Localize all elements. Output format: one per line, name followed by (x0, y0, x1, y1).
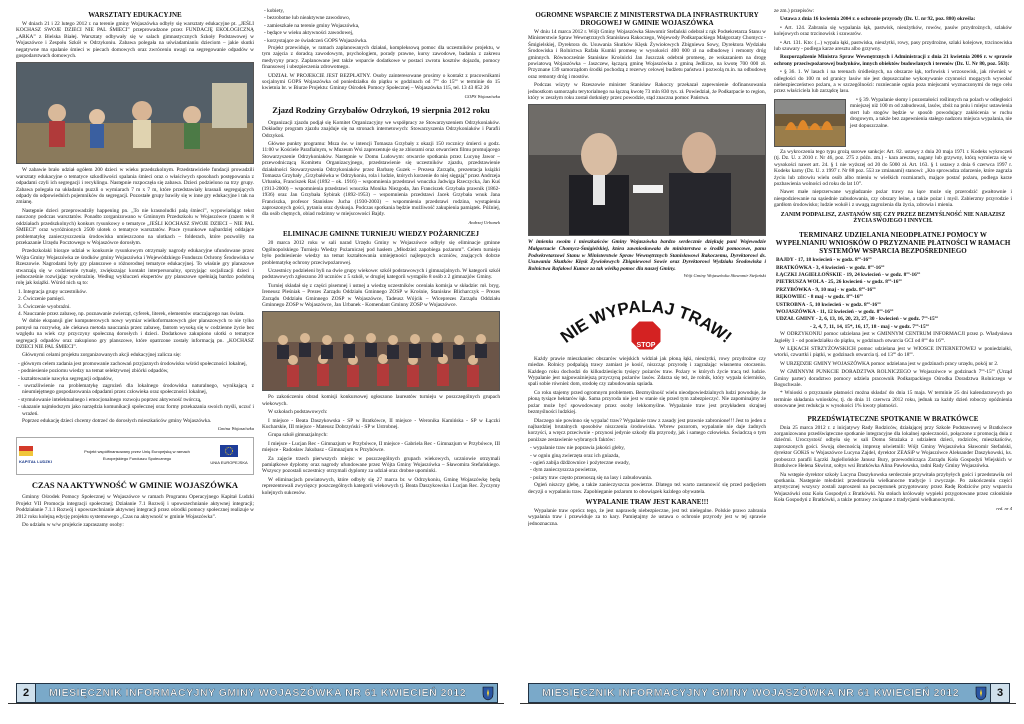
workshops-list-item: 4. Nauczanie przez zabawę, np. poznawanie zwierząt, cyferek, literek, elementów otaczającego nas świata. (18, 310, 245, 317)
burning-fact-item: - ogień zabija dżdżownice i pożyteczne owady, (530, 459, 630, 466)
article-heading-subsidy-schedule: TERMINARZ UDZIELANIA NIEODPŁATNEJ POMOCY W WYPEŁNIANIU WNIOSKÓW O PRZYZNANIE PŁATNOŚCI W RAMACH SYSTEMÓW WSPARCIA BEZPOŚREDNIEGO (775, 231, 1011, 256)
left-column-1 (16, 8, 254, 676)
right-column-1 (528, 8, 766, 676)
burning-paragraph-2: Co roku stajemy przed ogromnym problemem. Bezmyślność wielu nieodpowiedzialnych ludzi powoduje, że płoną tysiące hektarów łąk. Sama przyroda nie jest w stanie się przed tym zabezpieczyć. Nie zapominajmy że pożar może być spowodowany przez osoby lekkomyślne. Wypalanie traw jest przykładem skrajnej bezmyślności ludzkiej. (528, 389, 766, 416)
schedule-item: PRZYBÓWKA - 9, 10 maj - w godz. 8ºº-16ºº (776, 286, 876, 293)
photo-ministry-ceremony-image (529, 105, 765, 235)
burning-fact-item: - dym zanieczyszcza powietrze, (530, 467, 598, 474)
burning-paragraph-1: Każdy prawie mieszkaniec obszarów wiejskich widział jak płoną łąki, nieużytki, rowy przydrożne czy miedze. Rolnicy podpalają trawy zamiast je kosić, niszcząc przyrodę i zagrażając własnemu otoczeniu. Każdego roku dochodzi do kilkudziesięciu tysięcy pożarów traw. Pożary w których życie tracą też ludzie. Wypalanie jest najpoważniejszą przyczyną pożarów lasów. Zdarza się też, że rolnik, który wypala ściernisko, spali sobie również dom, stodołę czy zabudowania sąsiada. (528, 355, 766, 388)
schedule-paragraph-3: W URZĘDZIE GMINY WOJASZÓWKA pomoc udzielana jest w godzinach pracy urzędu, pokój nr 2. (780, 360, 999, 367)
burning-fact-item: - pożary traw często przenoszą się na lasy i zabudowania. (530, 474, 653, 481)
workshops-paragraph-2: W zabawie brało udział ogółem 200 dzieci w wieku przedszkolnym. Przedstawiciele fundacji prowadzili warsztaty edukacyjne o tematyce szkodliwości spalania śmieci oraz o właściwych sposobach postępowania z odpadami czyli ich segregacji i recyklingu. Następnie rozpoczęła się zabawa. Dzieci podzielono na trzy grupy. Zabawa polegała na układaniu puzzli o wymiarach 7 m x 7 m, które przedstawiały krasnali segregujących odpady do odpowiednich pojemników do segregacji. Pozostałe grupy bawiły się w inne gry edukacyjne i tak na zmianę. (16, 167, 254, 206)
left-page-border (8, 703, 504, 704)
contest-paragraph-5: W szkołach podstawowych: (268, 409, 328, 416)
right-page-border (520, 703, 1016, 704)
contest-paragraph-4: Po zakończeniu obrad komisji konkursowej ogłoszono laureatów turnieju w poszczególnych grupach wiekowych. (262, 394, 500, 407)
right-page (512, 0, 1024, 724)
article-heading-fire-contest: ELIMINACJE GMINNE TURNIEJU WIEDZY POŻARNICZEJ (283, 230, 479, 239)
law-paragraph-2: Ustawa z dnia 16 kwietnia 2004 r. o ochronie przyrody (Dz. U. nr 92, poz. 880) określa: (780, 16, 976, 23)
activity-target-item: - bezrobotne lub nieaktywne zawodowo, (264, 15, 351, 22)
right-page-footer (528, 683, 1010, 703)
contest-paragraph-8: I miejsce - Lucjan Rec - Gimnazjum w Przybówce, II miejsce - Gabriela Rec - Gimnazjum w Przybówce, III miejsce - Radosław Jakubasz - Gimnazjum w Przybówce. (262, 440, 500, 454)
workshops-goal-item: - głównym celem zadania jest promowanie zachowań przyjaznych środowisku wśród społeczności lokalnej, (18, 360, 247, 367)
workshops-goal-item: - ukazanie najmłodszym jako narzędzia komunikacji społecznej oraz formy przekazania swoich myśli, uczuć i wrażeń. (18, 404, 254, 417)
reunion-paragraph-2: Główne punkty programu: Msza św. w intencji Tomasza Grzybały z okazji 150 rocznicy śmierci o godz. 11:00 w Kościele Parafialnym, w Muzeum Wsi zaprezentuje się ze zbiorami oraz otwarciem filmu promującego Stowarzyszenie Odrzykoniaków. Następnie w Domu Ludowym: otwarcie spotkania przez Lucynę Jawor – przewodniczącą Komitetu Organizacyjnego, przedstawienie się uczestników zjazdu, przedstawienie działalności Stowarzyszenia Odrzykoniaków przez Barbarę Guzek – Prezesa Zarządu, prezentacja książki Tomasza Grzybały „Grzybałówka w Odrzykoniu, rola i ludzie, których korzenie do niej sięgają” przez Andrzeja Urbanka, Franciszek Raś (1892 – ok. 1916) – wspomnienia przedstawi wnuczka Jadwiga Rzeczycka, Jan Kuś (1913-2000) – wspomnienia przedstawi wnuczka Monika Niezgoda, Jan Franciszek Grzybała prawnik (1862-1936) oraz Jan Grzybała Sybirak (1892-1953) – wspomnienia przedstawi Jacek Grzybała wnuk Jana Franciszka, profesor Stanisław Jucha (1930-2003) – wspomnienia przedstawi rodzina, wystąpienia zaproszonych gości, pytania oraz dyskusja. Podczas spotkania będzie możliwość zakupienia pamiątek. Później, dla osób chętnych, obiad rodzinny w miejscowości Bajdy. (262, 141, 500, 218)
burning-paragraph-3: Dlaczego nie powinno się wypalać traw? Wypalanie traw z zasady jest prawnie zabronione!!! Jest to jeden z najbardziej brutalnych sposobów niszczenia środowiska. Wbrew pozorom, wypalanie nie daje żadnych korzyści, a wręcz przeciwnie - przynosi jedynie szkody dla przyrody, jak i samego człowieka. Świadczą o tym poniższe zestawienie wybranych faktów: (528, 417, 766, 443)
contest-paragraph-6: I miejsce - Beata Daszykowska - SP w Bratkówce, II miejsce - Weronika Kamińska - SP w Łączki Kucharskie, III miejsce - Mateusz Dobrzyński - SP w Ustrobnej. (262, 417, 500, 430)
contest-paragraph-2: Uczestnicy podzieleni byli na dwie grupy wiekowe: szkół podstawowych i gimnazjalnych. W kategorii szkół podstawowych zgłoszono 20 uczniów z 5 szkół, w drugiej kategorii wystąpiło 8 osób z 2 gimnazjów Gminy. (262, 267, 500, 281)
burning-paragraph-4: Ogień niszczy glebę, a także zanieczyszcza powietrze. Dlatego też warto zastanowić się przed podjęciem decyzji o wypalaniu traw. Zapobieganie pożarom to obowiązek każdego obywatela. (528, 482, 766, 495)
workshops-paragraph-1: W dniach 21 i 22 lutego 2012 r. na terenie gminy Wojaszówka odbyły się warsztaty edukacyjne pt. „JEŚLI KOCHASZ SWOJE DZIECI NIE PAL ŚMIECI” przeprowadzone przez FUNDACJĘ EKOLOGICZNĄ „ARKA” z Bielska Białej. Warsztaty odbywały się w salach gimnastycznych Szkoły Podstawowej w Wojaszówce i Zespołu Szkół w Odrzykoniu. Zabawa polegała na uświadamianiu dzieciom – jakie skutki negatywne ma spalanie śmieci w piecach domowych oraz zwróceniu uwagi na segregowanie odpadów w gospodarstwach domowych. (16, 21, 254, 60)
photo-children-workshop (16, 62, 254, 164)
activity-paragraph-4: UDZIAŁ W PROJEKCIE JEST BEZPŁATNY. Osoby zainteresowane prosimy o kontakt z pracownikami socjalnymi GOPS Wojaszówka od poniedziałku do piątku w godzinach od 7ºº do 15ºº w terminie do 15 kwietnia br. w Biurze Projektu: Gminny Ośrodek Pomocy Społecznej – Wojaszówka 115, tel. 13 43 852 26 (262, 72, 500, 92)
article-heading-workshops: WARSZTATY EDUKACYJNE (88, 11, 182, 19)
reunion-paragraph-1: Organizacji zjazdu podjął się Komitet Organizacyjny we współpracy ze Stowarzyszeniem Odrzykoniaków. Dokładny program zjazdu znajduje się na stronach internetowych: Stowarzyszenia Odrzykoniaków i Parafii Odrzykoń. (262, 119, 500, 139)
photo-contest-group (262, 311, 500, 391)
law-paragraph-5: Rozporządzenie Ministra Spraw Wewnętrznych i Administracji z dnia 21 kwietnia 2006 r. w sprawie ochrony przeciwpożarowej budynków, innych obiektów budowlanych i terenów (Dz. U. Nr 80, poz. 563): (774, 54, 1012, 67)
kapital-ludzki-icon (19, 446, 33, 456)
workshops-goal-item: - kształtowanie nawyku segregacji odpadów, (18, 375, 113, 382)
eu-flag-icon (220, 445, 238, 457)
eu-flag-logo: UNIA EUROPEJSKA (207, 445, 251, 466)
photo-grass-fire-image (775, 100, 845, 146)
burning-fact-item: - wypalanie traw nie poprawia jakości gleby, (530, 445, 625, 452)
activity-target-item: - będące w wieku aktywności zawodowej, (264, 30, 354, 37)
law-paragraph-7: • § 39. Wypalanie słomy i pozostałości roślinnych na polach w odległości mniejszej niż 100 m od zabudowań, lasów, zbóż na pniu i miejsc ustawienia stert lub stogów będzie w sposób powodujący zakłócenia w ruchu drogowym, a także bez zapewnienia stałego nadzoru miejsca wypalania, nie jest dopuszczalne. (850, 96, 1012, 129)
left-footer-title: MIESIĘCZNIK INFORMACYJNY GMINY WOJASZÓWKA NR 61 KWIECIEŃ 2012 (48, 687, 467, 699)
schedule-paragraph-5: * Wnioski o przyznanie płatności można składać do dnia 15 maja. W terminie 25 dni kalendarzowych po terminie składania wniosków, tj. do dnia 11 czerwca 2012 roku, jednak za każdy dzień roboczy opóźnienia stosowane jest redukcja w wysokości 1% kwoty płatności. (774, 390, 1012, 410)
left-column-2 (262, 8, 500, 676)
contest-paragraph-9: Za zajęcie trzech pierwszych miejsc w poszczególnych grupach wiekowych, uczniowie otrzymali pamiątkowe dyplomy oraz nagrody ufundowane przez Wójta Gminy Wojaszówka – Sławomira Stefańskiego. Wszyscy pozostali uczestnicy otrzymali dyplomy za udział oraz drobne upominki. (262, 455, 500, 475)
workshops-paragraph-7: Poprzez edukację dzieci chcemy dotrzeć do dorosłych mieszkańców gminy Wojaszówka. (22, 418, 212, 425)
workshops-list-item: 2. Ćwiczenie pamięci. (18, 296, 66, 303)
schedule-item: ŁĄCZKI JAGIEŁŁOŃSKIE - 19, 24 kwiecień - w godz. 8ºº-16ºº (776, 271, 921, 278)
gmina-crest-right-icon (975, 686, 987, 701)
law-paragraph-1: ze zm.) przepisów: (774, 8, 815, 14)
law-paragraph-6: • § 36. 1. W lasach i na terenach śródleśnych, na obszarze łąk, torfowisk i wrzosowisk, jak również w odległości do 100 m od granicy lasów nie jest dopuszczalne wykonywanie czynności mogących wywołać niebezpieczeństwo pożaru, a w szczególności: rozniecanie ognia poza miejscami wyznaczonymi do tego celu przez właściciela lub zarządcę lasu. (774, 69, 1012, 95)
stop-sign-label: STOP (636, 341, 656, 349)
easter-paragraph-2: Na wstępie dyrektor szkoły Lucyna Daszykowska serdecznie przywitała przybyłych gości i przedstawiła cel spotkania. Następnie młodzież przedstawiła wielkanocne tradycje i zwyczaje. Po zakończeniu części artystycznej wszyscy zostali zaproszeni na poczęstunek przygotowany przez Radę Rodziców przy wsparciu Wojaszówki oraz Koła Gospodyń z Bratkówki. Na stołach królowały wypieki przygotowane przez członkinie Koła Gospodyń z Bratkówki, a także potrawy związane z tradycjami wielkanocnymi. (774, 471, 1012, 504)
law-paragraph-8: Za wykroczenia tego typu grożą surowe sankcje: Art. 82. ustawy z dnia 20 maja 1971 r. Kodeks wykroczeń (tj. Dz. U. z 2010 r. Nr 46, poz. 275 z późn. zm.) - kara aresztu, nagany lub grzywny, którą wymierza się w wysokości nawet art. 24. § 1 nie wyższej od 20 do 5000 zł. Art. 163. § 1 ustawy z dnia 6 czerwca 1997 r. Kodeks karny (Dz. U. z 1997 r. Nr 88 poz. 553 ze zmianami) stanowi: „Kto sprowadza zdarzenie, które zagraża życiu lub zdrowiu wielu osób albo mieniu w wielkich rozmiarach, mające postać pożaru, podlega karze pozbawienia wolności od roku do lat 10”. (774, 148, 1012, 187)
article-heading-ministry-support: OGROMNE WSPARCIE Z MINISTERSTWA DLA INFRASTRUKTURY DROGOWEJ W GMINIE WOJASZÓWKA (535, 11, 759, 27)
photo-children-workshop-image (17, 63, 253, 163)
left-page-footer (16, 683, 498, 703)
ministry-paragraph-1: W dniu 14 marca 2012 r. Wójt Gminy Wojaszówka Sławomir Stefański odebrał z rąk Podsekretarza Stanu w Ministerstwie Spraw Wewnętrznych Stanisława Rakoczego, Wojewody Podkarpackiego Małgorzaty Chomycz - Śmigielskiej, Dyrektora ds. Usuwania Skutków Klęsk Żywiołowych Zbigniewa Sowy, Dyrektora Wydziału Środowiska i Rolnictwa Rafała Kumki promesę w wysokości 400 000 zł na odbudowę i remonty dróg gminnych. Równocześnie Stanisław Krośnicki Jan Juszczak odebrał promesę, ze wskazaniem na drogę powiatową Wojaszówka – Jaszczew, łączącą gminę Wojaszówka z gminą Jedlicze, na kwotę 700 000 zł. Przyznane 139 samorządom środki pochodzą z rezerwy celowej budżetu państwa i pozwolą m.in. na odbudowę oraz remonty dróg i mostów. (528, 29, 766, 80)
gmina-crest-icon (479, 684, 497, 702)
activity-paragraph-2: Do udziału w w/w projekcie zapraszamy osoby: (22, 522, 124, 528)
kapital-ludzki-logo: KAPITAŁ LUDZKI (19, 446, 67, 465)
workshops-list-item: 3. Ćwiczenie wyobraźni. (18, 303, 71, 310)
schedule-item: BRATKÓWKA - 3, 4 kwiecień - w godz. 8ºº-16ºº (776, 264, 885, 271)
workshops-goal-item: - uwrażliwienie na problematykę zagrożeń dla lokalnego środowiska naturalnego, wynikającą z nieumiejętnego gospodarowania odpadami przez człowieka oraz społeczności lokalnej, (18, 383, 254, 396)
schedule-item: BAJDY - 17, 18 kwiecień - w godz. 8ºº-16ºº (776, 257, 872, 264)
schedule-paragraph-2: W ŁĘKACH STRZYŻOWSKICH pomoc udzielana jest w WIOSCE INTERNETOWEJ w poniedziałki, wtorki, czwartki i piątki, w godzinach otwarcia tj. od 13ºº do 18ºº. (774, 346, 1012, 359)
ministry-paragraph-2: Podczas wizyty w Rzeszowie minister Stanisław Rakoczy przekazał zapewnienie dofinansowania jednostkom samorządu terytorialnego na łączną kwotę 73 mln 830 tys. zł. Powiedział, że Podkarpacie to region, który w zeszłym roku został dotknięty przez powodzie, stąd znaczna pomoc Państwa. (528, 82, 766, 102)
schedule-item: USTROBNA - 5, 10 kwiecień - w godz. 8ºº-16ºº (776, 301, 881, 308)
no-grass-burning-banner (528, 284, 766, 354)
left-page-number: 2 (17, 684, 36, 702)
ministry-thanks-caption: W imieniu swoim i mieszkańców Gminy Wojaszówka bardzo serdecznie dziękuję pani Wojewodzie Małgorzacie Chomycz-Śmigielskiej, która zawnioskowała do ministerstwa o środki pomocowe, panu Podsekretarzowi Stanu w Ministerstwie Spraw Wewnętrznych Stanisławowi Rakoczemu, Dyrektorowi ds. Usuwania Skutków Klęsk Żywiołowych Zbigniewowi Sowie oraz Dyrektorowi Wydziału Środowiska i Rolnictwa Rafałowi Kumce za tak wielką pomoc dla naszej Gminy. (528, 239, 766, 272)
right-page-number: 3 (990, 684, 1009, 702)
gmina-crest-left-icon (482, 686, 494, 701)
photo-grass-fire (774, 99, 846, 147)
workshops-goal-item: - podniesienie poziomu wiedzy na temat selektywnej zbiórki odpadów, (18, 368, 169, 375)
easter-signature: red. nr 4 (996, 505, 1012, 511)
photo-contest-group-image (263, 312, 499, 390)
schedule-item: PIETRUSZA WOLA - 25, 26 kwiecień - w godz. 8ºº-16ºº (776, 279, 902, 286)
law-paragraph-3: • Art. 124. Zabrania się wypalania łąk, pastwisk, nieużytków, rowów, pasów przydrożnych, szlaków kolejowych oraz trzcinowisk i szuwarów. (774, 24, 1012, 38)
right-column-2 (774, 8, 1012, 676)
activity-target-item: - kobiety, (264, 8, 284, 14)
contest-paragraph-7: Grupa szkół gimnazjalnych: (268, 432, 328, 439)
contest-paragraph-10: W eliminacjach powiatowych, które odbyły się 27 marca br. w Odrzykoniu, Gminę Wojaszówkę będą reprezentowali zwycięzcy poszczególnych kategorii wiekowych tj. Beata Daszykowska i Lucjan Rec. Życzymy kolejnych sukcesów. (262, 476, 500, 496)
article-heading-family-reunion: Zjazd Rodziny Grzybałów Odrzykoń, 19 sierpnia 2012 roku (272, 105, 490, 116)
workshops-signature: Gmina Wojaszówka (217, 426, 254, 432)
article-heading-activity: CZAS NA AKTYWNOŚĆ W GMINIE WOJASZÓWKA (31, 479, 239, 490)
eu-logo-strip (16, 437, 254, 475)
schedule-item: UDZAŁ GMINY - 2, 6, 13, 16, 20, 23, 27, 30 - kwiecień - w godz. 7ºº-15ºº (776, 316, 939, 323)
schedule-item: RĘKOWIEC - 8 maj - w godz. 8ºº-16ºº (776, 294, 864, 301)
workshops-paragraph-6: Głównymi celami projektu zorganizowanych akcji edukacyjnej zalicza się: (22, 352, 181, 359)
photo-ministry-ceremony (528, 104, 766, 236)
gmina-crest-icon (972, 684, 990, 702)
burning-penalty-heading: WYPALANIE TRAW JEST KARANE!!! (585, 497, 709, 506)
workshops-paragraph-5: W dobie ekspansji gier komputerowych nowy wymiar wielkoformatowych gier planszowych to nie tylko pomysł na rozrywkę, ale ciekawa metoda nauczania przez zabawę, fantom wysoką się w codzienne życie bez względu na wiek czy przyczyny społeczną dorosłych i dzieci. Dodatkowo zakupiono ulotki o tematyce segregacji odpadów oraz zakupiono gry planszowe, które opatrzone zostały informacją pn. „KOCHASZ DZIECI NIE PAL ŚMIECI”. (16, 318, 254, 350)
activity-target-item: - zamieszkałe na terenie gminy Wojaszówka, (264, 22, 360, 29)
law-warning: ZANIM PODPALISZ, ZASTANÓW SIĘ CZY PRZEZ BEZMYŚLNOŚĆ NIE NARAZISZ ŻYCIA SWOJEGO I INNYCH. (780, 211, 1006, 225)
schedule-item: WOJASZÓWKA - 11, 12 kwiecień - w godz. 8ºº-16ºº (776, 308, 894, 315)
activity-target-item: - korzystające ze świadczeń GOPS Wojaszówka. (264, 37, 368, 44)
schedule-paragraph-4: W GMINNYM PUNKCIE DORADZTWA ROLNICZEGO w Wojaszówce w godzinach 7ºº-15ºº (Urząd Gminy parter) doradztwo pomocy udziela pracownik Podkarpackiego Ośrodka Doradztwa Rolniczego w Boguchwale. (774, 369, 1012, 389)
activity-paragraph-3: Projekt przewiduje, w ramach zaplanowanych działań, kompleksową pomoc dla uczestników projektu, w tym zajęcia z doradcą zawodowym, psychologiem, porady prawne, kursy zawodowe, badania z zakresu medycyny pracy. Zaplanowane jest także wsparcie dodatkowe w postaci zwrotu kosztów dojazdu, pomocy finansowej i ubezpieczenia zdrowotnego. (262, 45, 500, 71)
right-footer-title: MIESIĘCZNIK INFORMACYJNY GMINY WOJASZÓWKA NR 61 KWIECIEŃ 2012 (541, 687, 960, 699)
reunion-signature: Andrzej Urbanek (468, 219, 500, 225)
law-paragraph-9: Nawet małe nieprzerwane wygładzanie pożar trawy na łące może się przerodzić gwałtownie i niespodziewanie na sąsiednie zabudowania, czy obszary leśne, a także pożar i myśl. Zabierzmy przyrodzie i gardłom środowisko; ludzie wokół i z uwagą zagrożenia dla życia, zdrowia i mienia. (774, 189, 1012, 209)
schedule-item: - 2, 4, 7, 11, 14, 15*, 16, 17, 18 - maj - w godz. 7ºº-15ºº (810, 323, 930, 330)
ministry-signature: Wójt Gminy Wojaszówka Sławomir Stefański (683, 273, 766, 279)
no-grass-burning-graphic (528, 284, 764, 354)
workshops-paragraph-4: Przedszkolaki biorące udział w konkursie rysunkowym otrzymały nagrody edukacyjne ufundowane przez Wójta Gminy Wojaszówka ze środków gminy Wojaszówka i Wojewódzkiego Funduszu Ochrony Środowiska w Rzeszowie. Nagrodami były gry planszowe o różnorodnej tematyce edukacyjnej. To właśnie gry planszowe stwarzają się w codziennie rytuały, zwiększając kontakt interpersonalny, sprzyjając socjalizacji dzieci i jednocześnie rozwijając wyobraźnię. Według wykluczeń ekspertów gry planszowe spełniają bardzo podobną rolę jak książki. Wśród nich są to: (16, 248, 254, 287)
eu-cofinance-note: Projekt współfinansowany przez Unię Europejską w ramach Europejskiego Funduszu Społecznego (84, 449, 190, 461)
activity-signature: GOPS Wojaszówka (464, 93, 500, 99)
schedule-paragraph-1: W ODRZYKONIU pomoc udzielana jest w GMINNYM CENTRUM INFORMACJI przez p. Władysława Jagiełły 1 - od poniedziałku do piątku, w godzinach otwarcia GCI od 8ºº do 16ºº. (774, 331, 1012, 344)
workshops-paragraph-3: Następnie dzieci przeprowadziły happening pn. „To nie krasnoludki palą śmieci”, wypowiadając tekst nauczony podczas warsztatów. Ponadto zorganizowano w Gminnym Przedszkolu w Wojaszówce (razem w 8 oddziałach przedszkolnych) konkurs rysunkowy o tematyce „JEŚLI KOCHASZ SWOJE DZIECI – NIE PAL ŚMIECI” oraz wyróżnionych 2500 ulotek o tematyce warsztatów. Prace rysunkowe najbardziej oddające problematykę zanieczyszczenia środowiska umieszczono na ulotkach – folderach, które pozwoliły na przekazanie Urzędu Pocztowego w Wojaszówce dorosłym. (16, 207, 254, 246)
article-heading-easter-meeting: PRZEDŚWIĄTECZNE SPOTKANIE W BRATKÓWCE (807, 414, 979, 423)
activity-paragraph-1: Gminny Ośrodek Pomocy Społecznej w Wojaszówce w ramach Programu Operacyjnego Kapitał Ludzki Projekt VII Promocja integracji społecznej; Działanie 7.1 Rozwój i upowszechnianie aktywnej integracji; Poddziałanie 7.1.1 Rozwój i upowszechnianie aktywnej integracji przez ośrodki pomocy społecznej realizuje w 2012 roku kolejną edycję projektu systemowego „Czas na aktywność w gminie Wojaszówka”. (16, 494, 254, 520)
contest-paragraph-3: Turniej składał się z części pisemnej i ustnej a wiedzę uczestników oceniała komisja w składzie: mł. bryg. Ireneusz Pleśniak – Prezes Zarządu Oddziału Gminnego ZOSP w Krośnie, Stanisław Blicharczyk – Prezes Zarządu Oddziału Gminnego ZOSP w Wojaszówce, Tadeusz Wójcik – Wiceprezes Zarządu Oddziału Gminnego ZOSP w Wojaszówce, Jan Urbanek - Komendant Gminny ZOSP w Wojaszówce. (262, 282, 500, 308)
burning-fact-item: - w ogniu giną zwierzęta oraz ich gniazda, (530, 452, 620, 459)
no-grass-burning-title: NIE WYPALAJ TRAW! (556, 296, 736, 347)
workshops-list-item: 1. Integracja grupy uczestników. (18, 288, 87, 295)
contest-paragraph-1: 20 marca 2012 roku w sali narad Urzędu Gminy w Wojaszówce odbyły się eliminacje gminne Ogólnopolskiego Turnieju Wiedzy Pożarniczej pod hasłem „Młodzież zapobiega pożarom”. Celem turnieju było podniesienie wiedzy na temat kształtowania umiejętności najlepszych uczniów, znających dobrze problematykę ochrony przeciwpożarowej. (262, 240, 500, 266)
workshops-goal-item: - stymulowanie intelektualnego i emocjonalnego rozwoju poprzez aktywność twórczą, (18, 396, 202, 403)
easter-paragraph-1: Dnia 25 marca 2012 r. z inicjatywy Rady Rodziców, działającej przy Szkole Podstawowej w Bratkówce zorganizowano przedświąteczne spotkanie integracyjne dla lokalnej społeczności, połączone z promocją dnia z dziećmi. Uroczystość odbyła się w sali Domu Strażaka z udziałem dzieci, rodziców, mieszkańców, zaproszonych gości. Swoją obecnością imprezę uświetnili: Wójt Gminy Wojaszówka Sławomir Stefański, dyrektor GOKiS w Wojaszówce Lucyna Zajdel, dyrektor ZEASiP w Wojaszówce Aleksander Daszykowski, ks. proboszcz parafii Łączki Jagiellońskie Janusz Bury, przewodnicząca Zarządu Koła Gospodyń Wiejskich w Bratkówce Helena Skwirut, sołtys wsi Bratkówka Alina Pawłowska, radni Rady Gminy Wojaszówka. (774, 424, 1012, 470)
burning-paragraph-5: Wypalanie traw oprócz tego, że jest naprawdę niebezpieczne, jest też nielegalne. Polskie prawo zabrania wypalania traw i przewiduje za to kary. Pamiętajmy że ustawa o ochronie przyrody jest w tej sprawie jednoznaczna. (528, 507, 766, 527)
law-paragraph-4: • Art. 131. Kto: (...) wypala łąki, pastwiska, nieużytki, rowy, pasy przydrożne, szlaki kolejowe, trzcinowiska lub szuwary - podlega karze aresztu albo grzywny. (774, 39, 1012, 53)
